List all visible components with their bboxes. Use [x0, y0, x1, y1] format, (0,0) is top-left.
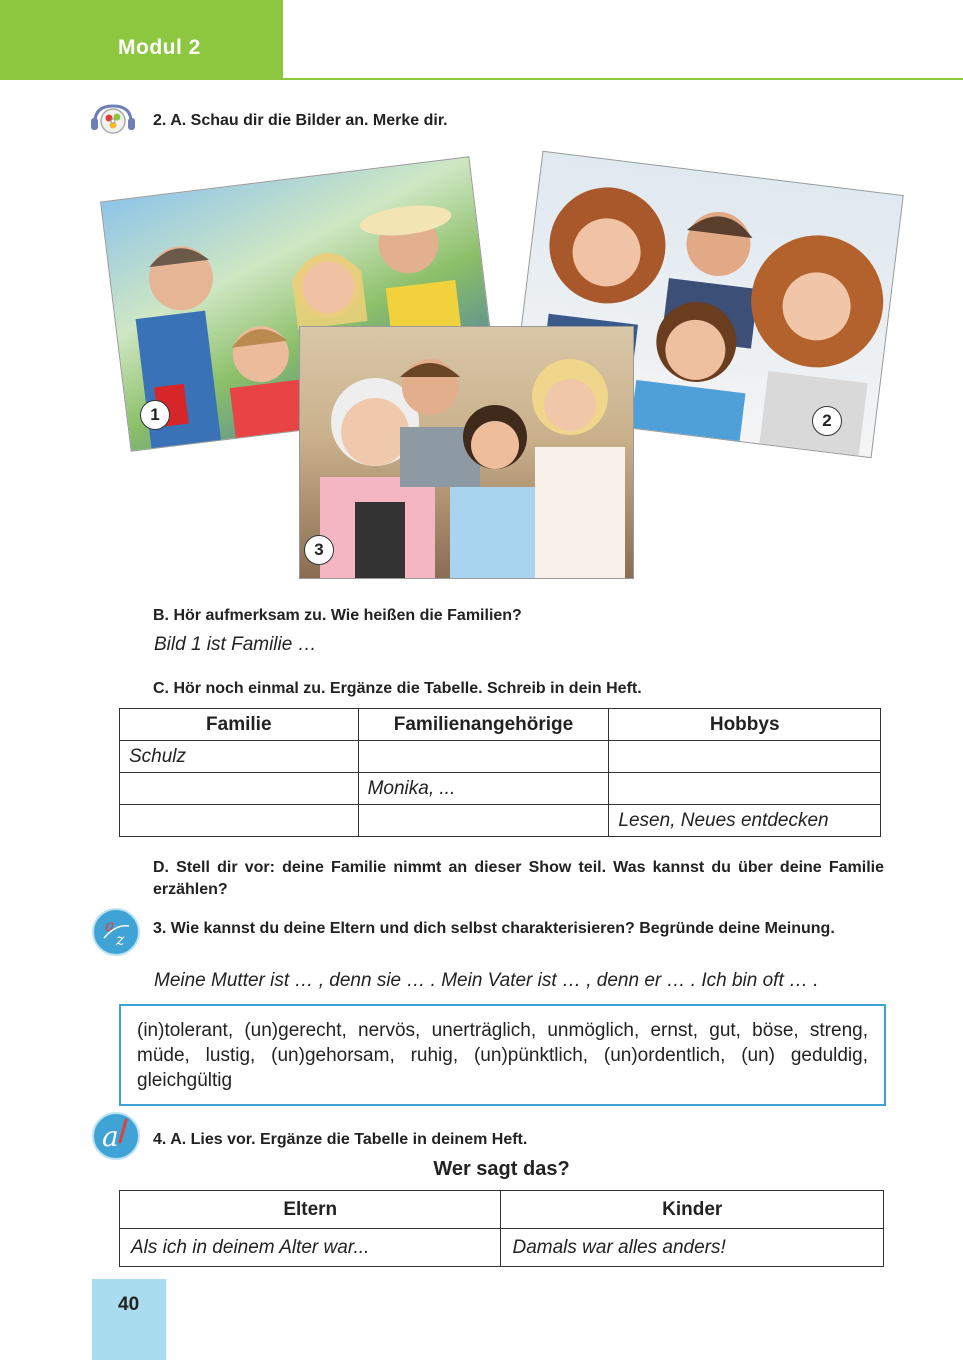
table-cell	[358, 805, 609, 837]
table-cell: Als ich in deinem Alter war...	[120, 1229, 501, 1267]
task-3-example: Meine Mutter ist … , denn sie … . Mein Vater ist … , denn er … . Ich bin oft … .	[154, 970, 819, 991]
table-header-cell: Eltern	[120, 1191, 501, 1229]
task-2c-heading: C. Hör noch einmal zu. Ergänze die Tabelle. Schreib in dein Heft.	[153, 680, 642, 697]
task-2a-heading: 2. A. Schau dir die Bilder an. Merke dir.	[153, 112, 448, 129]
table-cell	[609, 741, 881, 773]
photo-number-1: 1	[140, 400, 170, 430]
table-row	[120, 773, 881, 805]
task-3-heading: 3. Wie kannst du deine Eltern und dich selbst charakterisieren? Begründe deine Meinung.	[153, 920, 835, 937]
task-4a-heading: 4. A. Lies vor. Ergänze die Tabelle in deinem Heft.	[153, 1131, 528, 1148]
adjective-word-box: (in)tolerant, (un)gerecht, nervös, unerträglich, unmöglich, ernst, gut, böse, streng, müde, lustig, (un)gehorsam, ruhig, (un)pünktlich, (un)ordentlich, (un) geduldig, gleichgültig	[119, 1004, 886, 1106]
photo-number-3: 3	[304, 535, 334, 565]
table-cell	[358, 741, 609, 773]
table-row	[120, 741, 881, 773]
task-2b-heading: B. Hör aufmerksam zu. Wie heißen die Familien?	[153, 607, 522, 624]
family-photo-3	[299, 326, 634, 579]
table-header-row	[120, 1191, 884, 1229]
header-divider	[283, 78, 963, 80]
a-z-icon	[92, 908, 140, 956]
svg-text:a: a	[102, 1120, 119, 1153]
photo-number-2: 2	[812, 406, 842, 436]
table-cell: Schulz	[120, 741, 359, 773]
table-header-cell: Kinder	[501, 1191, 884, 1229]
svg-text:z: z	[116, 930, 125, 949]
table-cell	[120, 805, 359, 837]
table-title: Wer sagt das?	[433, 1158, 570, 1180]
who-says-table	[119, 1190, 884, 1267]
table-cell	[120, 773, 359, 805]
module-title: Modul 2	[118, 36, 201, 59]
reading-icon	[92, 1112, 140, 1160]
table-row	[120, 805, 881, 837]
table-cell: Lesen, Neues entdecken	[609, 805, 881, 837]
page-number-box	[92, 1279, 166, 1360]
page-number: 40	[118, 1294, 140, 1315]
table-header-cell: Familie	[120, 709, 359, 741]
task-2b-example: Bild 1 ist Familie …	[154, 634, 317, 655]
table-cell: Monika, ...	[358, 773, 609, 805]
table-cell	[609, 773, 881, 805]
table-cell: Damals war alles anders!	[501, 1229, 884, 1267]
svg-text:a: a	[105, 916, 115, 935]
family-table	[119, 708, 881, 837]
table-header-row	[120, 709, 881, 741]
task-2d-heading: D. Stell dir vor: deine Familie nimmt an dieser Show teil. Was kannst du über deine Familie erzählen?	[153, 859, 884, 898]
table-header-cell: Hobbys	[609, 709, 881, 741]
table-header-cell: Familienangehörige	[358, 709, 609, 741]
table-row	[120, 1229, 884, 1267]
audio-cd-icon	[90, 100, 136, 136]
